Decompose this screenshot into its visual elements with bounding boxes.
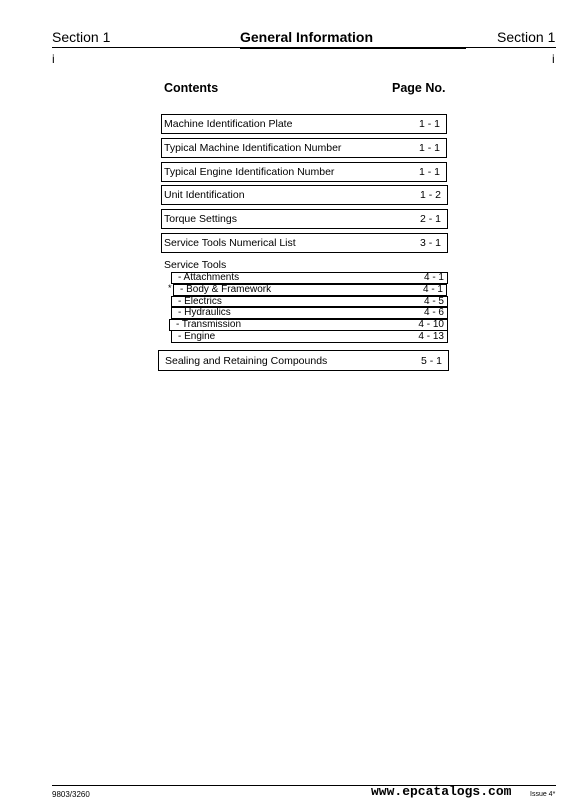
document-number: 9803/3260: [52, 790, 90, 799]
watermark-url: www.epcatalogs.com: [371, 784, 512, 799]
service-tools-item-label: - Hydraulics: [178, 307, 231, 318]
toc-entry-page: 1 - 1: [418, 142, 440, 154]
page-title: General Information: [240, 29, 374, 45]
service-tools-item[interactable]: [171, 272, 448, 284]
service-tools-item-page: 4 - 10: [418, 319, 444, 330]
service-tools-item-page: 4 - 13: [418, 330, 444, 342]
service-tools-item-page: 4 - 1: [423, 272, 444, 283]
toc-entry-page: 2 - 1: [419, 213, 441, 225]
service-tools-item-page: 4 - 6: [423, 307, 444, 318]
toc-entry-page: 1 - 2: [419, 189, 441, 201]
service-tools-item[interactable]: [173, 284, 447, 296]
service-tools-item[interactable]: [171, 330, 448, 343]
toc-entry[interactable]: [161, 233, 448, 253]
service-tools-item-label: - Electrics: [178, 295, 222, 307]
contents-heading: Contents: [164, 81, 219, 95]
toc-entry-page: 1 - 1: [418, 166, 440, 178]
page-number-right: i: [552, 52, 555, 66]
toc-entry[interactable]: [161, 138, 447, 158]
page-no-heading: Page No.: [392, 81, 446, 95]
section-label-left: Section 1: [52, 29, 111, 45]
toc-entry-label: Service Tools Numerical List: [164, 237, 296, 249]
service-tools-item[interactable]: [171, 296, 448, 307]
revision-marker: *: [168, 283, 172, 293]
service-tools-item-label: - Attachments: [178, 272, 240, 283]
toc-entry-page: 3 - 1: [419, 237, 441, 249]
header-title-underline: [240, 47, 466, 49]
toc-entry-label: Typical Engine Identification Number: [164, 166, 335, 178]
toc-entry-label: Unit Identification: [164, 189, 245, 201]
service-tools-item[interactable]: [171, 307, 448, 319]
toc-entry[interactable]: [161, 162, 447, 182]
issue-label: Issue 4*: [530, 791, 556, 798]
toc-entry-label: Machine Identification Plate: [164, 118, 293, 130]
section-label-right: Section 1: [497, 29, 556, 45]
toc-entry[interactable]: [158, 350, 449, 371]
service-tools-item-label: - Engine: [178, 330, 216, 342]
toc-entry[interactable]: [161, 185, 448, 205]
toc-entry-label: Typical Machine Identification Number: [164, 142, 342, 154]
service-tools-label: Service Tools: [164, 259, 227, 271]
toc-entry[interactable]: [161, 114, 447, 134]
service-tools-item-label: - Transmission: [176, 319, 242, 330]
toc-entry-page: 5 - 1: [420, 354, 442, 367]
toc-entry-page: 1 - 1: [418, 118, 440, 130]
service-tools-item-label: - Body & Framework: [180, 284, 272, 295]
page-number-left: i: [52, 52, 55, 66]
toc-entry[interactable]: [161, 209, 448, 229]
service-tools-item-page: 4 - 5: [423, 295, 444, 307]
toc-entry-label: Torque Settings: [164, 213, 237, 225]
toc-entry-label: Sealing and Retaining Compounds: [165, 354, 328, 367]
service-tools-item-page: 4 - 1: [422, 284, 443, 295]
